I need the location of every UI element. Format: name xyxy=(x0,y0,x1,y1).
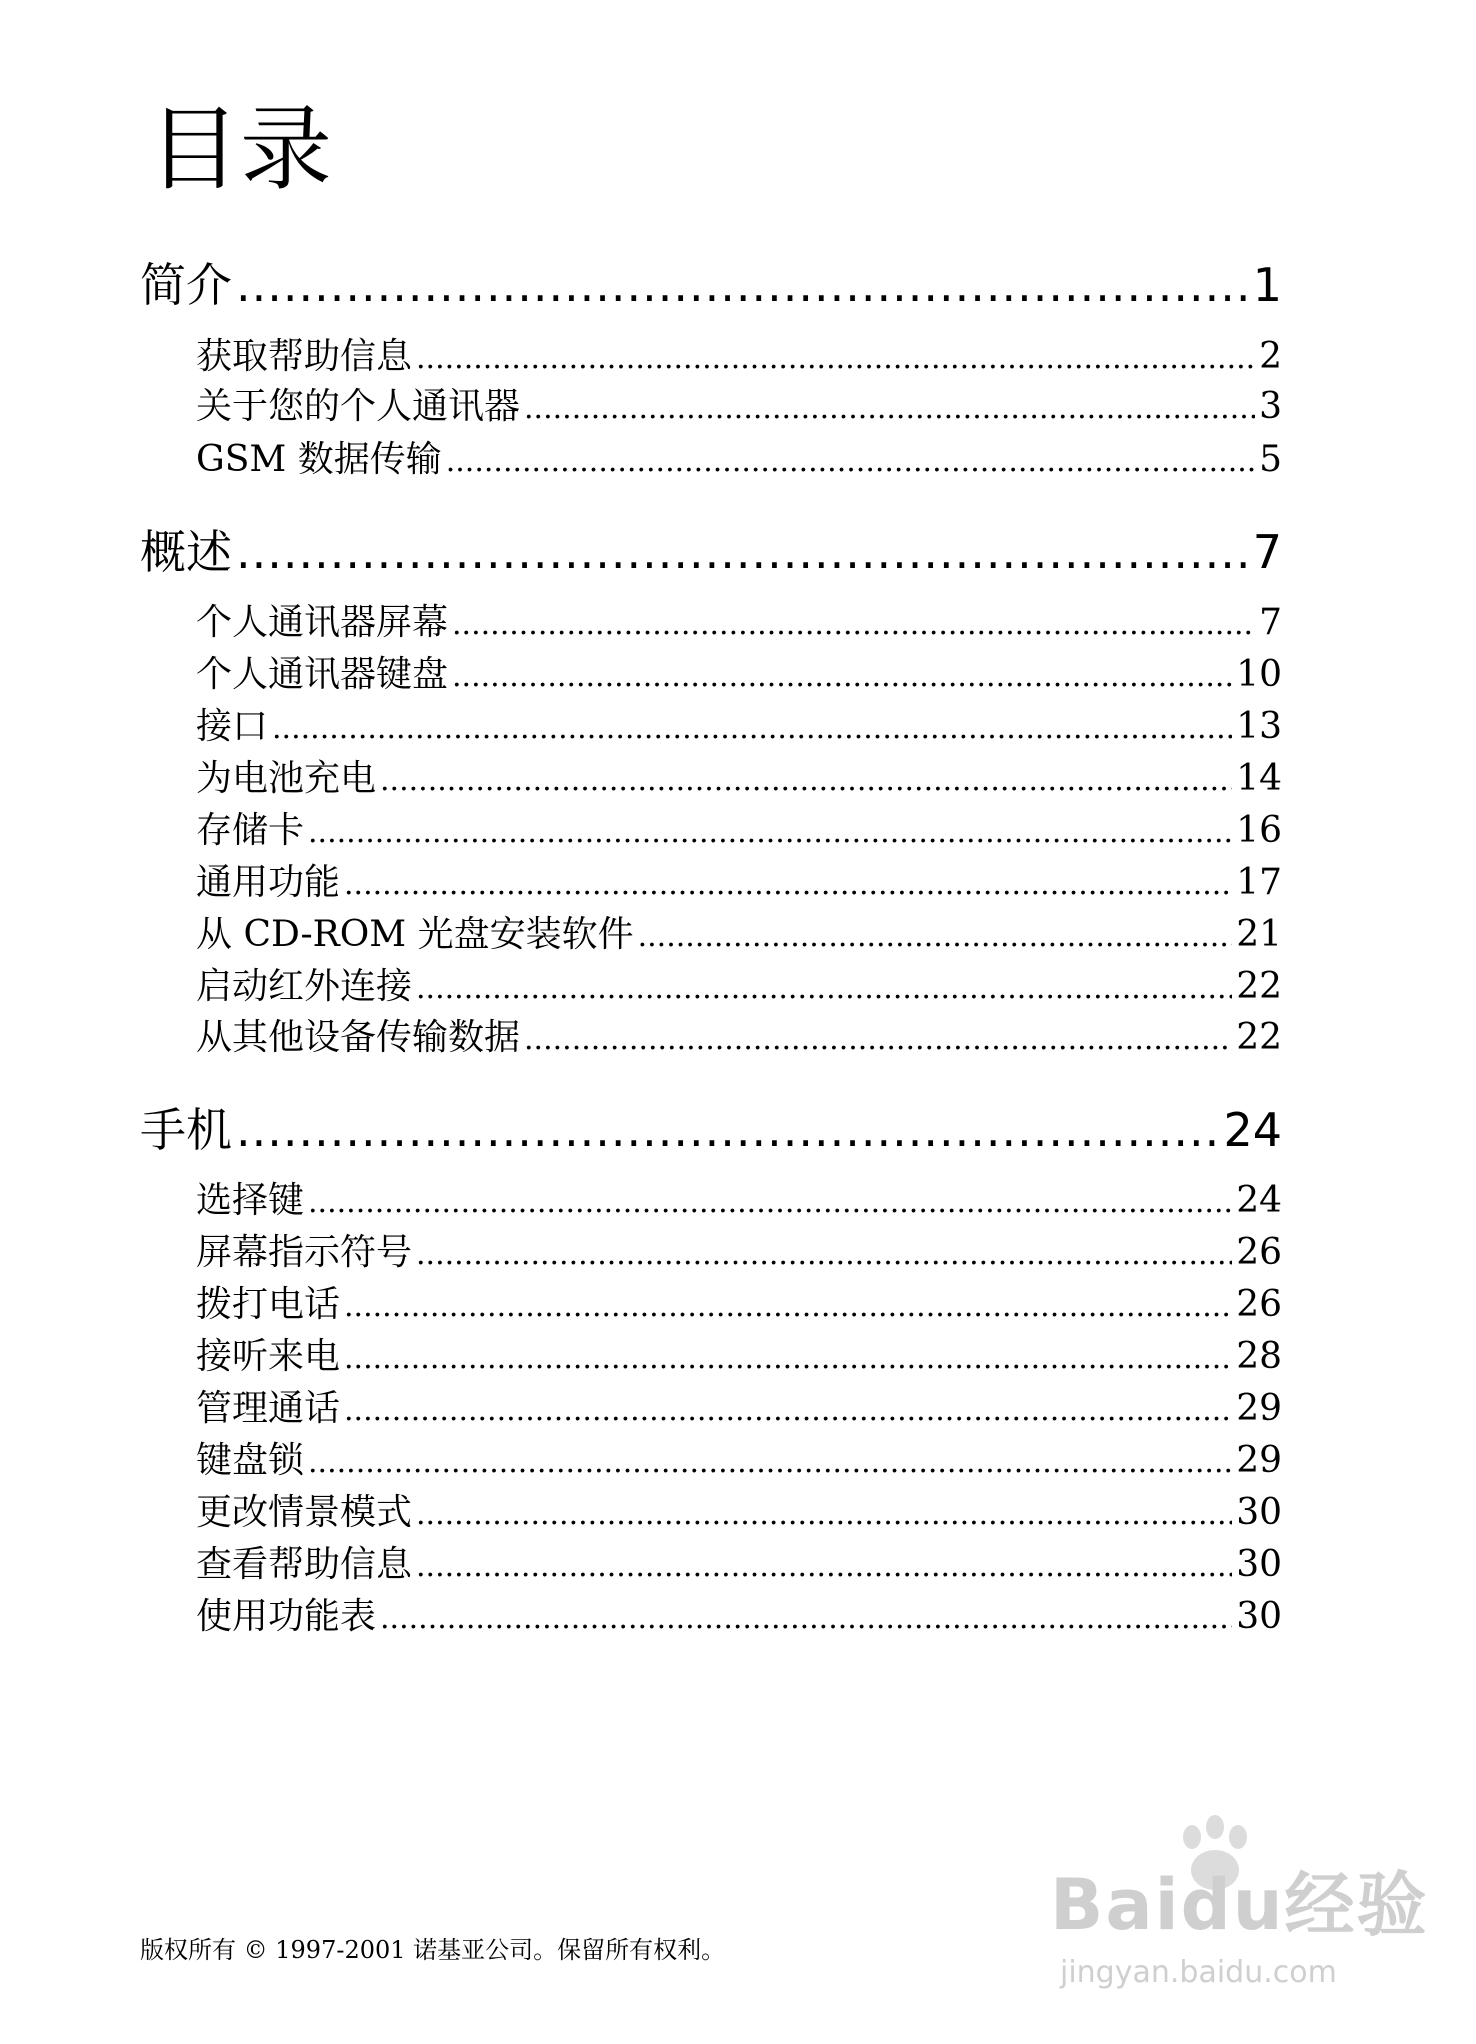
toc-page-number: 30 xyxy=(1236,1492,1282,1533)
toc-entry[interactable] xyxy=(196,652,1282,698)
dot-leader xyxy=(638,914,1233,960)
dot-leader xyxy=(452,602,1255,648)
toc-label: 更改情景模式 xyxy=(196,1492,413,1533)
toc-label: 获取帮助信息 xyxy=(196,336,413,377)
page-title: 目录 xyxy=(148,96,333,203)
toc-page-number: 21 xyxy=(1236,914,1282,955)
dot-leader xyxy=(272,706,1232,752)
toc-page-number: 7 xyxy=(1252,525,1282,579)
dot-leader xyxy=(344,1284,1232,1330)
dot-leader xyxy=(236,522,1249,582)
toc-page-number: 30 xyxy=(1236,1544,1282,1585)
dot-leader xyxy=(452,654,1232,700)
toc-page-number: 29 xyxy=(1236,1388,1282,1429)
toc-page-number: 2 xyxy=(1259,336,1282,377)
toc-label: 关于您的个人通讯器 xyxy=(196,386,521,427)
toc-page-number: 24 xyxy=(1223,1103,1282,1157)
dot-leader xyxy=(236,255,1249,315)
toc-page-number: 10 xyxy=(1236,654,1282,695)
toc-page-number: 13 xyxy=(1236,706,1282,747)
toc-label: GSM 数据传输 xyxy=(196,439,442,480)
toc-page-number: 30 xyxy=(1236,1596,1282,1637)
toc-label: 手机 xyxy=(140,1103,232,1157)
watermark-brand: Baidu经验 xyxy=(1050,1864,1429,1946)
dot-leader xyxy=(344,1388,1232,1434)
toc-label: 简介 xyxy=(140,258,232,312)
toc-section[interactable] xyxy=(140,522,1282,582)
toc-entry[interactable] xyxy=(196,334,1282,380)
toc-entry[interactable] xyxy=(196,1594,1282,1640)
dot-leader xyxy=(416,1232,1232,1278)
toc-label: 接口 xyxy=(196,706,269,747)
watermark-url: jingyan.baidu.com xyxy=(1060,1955,1337,1990)
toc-entry[interactable] xyxy=(196,1386,1282,1432)
dot-leader xyxy=(380,1596,1232,1642)
dot-leader xyxy=(308,810,1232,856)
toc-label: 从其他设备传输数据 xyxy=(196,1017,521,1058)
toc-section[interactable] xyxy=(140,255,1282,315)
toc-page-number: 28 xyxy=(1236,1336,1282,1377)
toc-label: 拨打电话 xyxy=(196,1284,341,1325)
toc-page-number: 26 xyxy=(1236,1284,1282,1325)
toc-entry[interactable] xyxy=(196,1282,1282,1328)
toc-page-number: 14 xyxy=(1236,758,1282,799)
toc-page-number: 5 xyxy=(1259,439,1282,480)
toc-label: 启动红外连接 xyxy=(196,966,413,1007)
toc-label: 管理通话 xyxy=(196,1388,341,1429)
dot-leader xyxy=(446,439,1255,485)
copyright-notice: 版权所有 © 1997-2001 诺基亚公司。保留所有权利。 xyxy=(140,1936,726,1964)
dot-leader xyxy=(236,1100,1219,1160)
toc-entry[interactable] xyxy=(196,1438,1282,1484)
toc-entry[interactable] xyxy=(196,1178,1282,1224)
dot-leader xyxy=(344,1336,1232,1382)
toc-page-number: 17 xyxy=(1236,862,1282,903)
toc-label: 选择键 xyxy=(196,1180,305,1221)
toc-page-number: 16 xyxy=(1236,810,1282,851)
toc-label: 存储卡 xyxy=(196,810,305,851)
toc-entry[interactable] xyxy=(196,1542,1282,1588)
toc-entry[interactable] xyxy=(196,704,1282,750)
dot-leader xyxy=(416,966,1232,1012)
toc-page-number: 7 xyxy=(1259,602,1282,643)
toc-entry[interactable] xyxy=(196,1230,1282,1276)
toc-section[interactable] xyxy=(140,1100,1282,1160)
toc-label: 从 CD-ROM 光盘安装软件 xyxy=(196,914,634,955)
toc-label: 为电池充电 xyxy=(196,758,377,799)
toc-entry[interactable] xyxy=(196,600,1282,646)
toc-label: 接听来电 xyxy=(196,1336,341,1377)
toc-entry[interactable] xyxy=(196,912,1282,958)
dot-leader xyxy=(308,1440,1232,1486)
toc-label: 键盘锁 xyxy=(196,1440,305,1481)
toc-label: 使用功能表 xyxy=(196,1596,377,1637)
toc-entry[interactable] xyxy=(196,1490,1282,1536)
toc-page-number: 22 xyxy=(1236,966,1282,1007)
toc-entry[interactable] xyxy=(196,808,1282,854)
dot-leader xyxy=(524,1017,1232,1063)
dot-leader xyxy=(416,336,1255,382)
toc-entry[interactable] xyxy=(196,756,1282,802)
dot-leader xyxy=(380,758,1232,804)
dot-leader xyxy=(344,862,1232,908)
dot-leader xyxy=(308,1180,1232,1226)
toc-page-number: 1 xyxy=(1252,258,1282,312)
toc-entry[interactable] xyxy=(196,384,1282,430)
dot-leader xyxy=(524,386,1255,432)
toc-entry[interactable] xyxy=(196,437,1282,483)
toc-label: 个人通讯器键盘 xyxy=(196,654,449,695)
baidu-watermark xyxy=(1050,1815,1429,2015)
toc-entry[interactable] xyxy=(196,964,1282,1010)
toc-entry[interactable] xyxy=(196,1334,1282,1380)
toc-page-number: 3 xyxy=(1259,386,1282,427)
toc-label: 屏幕指示符号 xyxy=(196,1232,413,1273)
toc-label: 个人通讯器屏幕 xyxy=(196,602,449,643)
dot-leader xyxy=(416,1544,1232,1590)
toc-entry[interactable] xyxy=(196,860,1282,906)
toc-page-number: 24 xyxy=(1236,1180,1282,1221)
toc-label: 通用功能 xyxy=(196,862,341,903)
toc-label: 概述 xyxy=(140,525,232,579)
toc-label: 查看帮助信息 xyxy=(196,1544,413,1585)
toc-entry[interactable] xyxy=(196,1015,1282,1061)
toc-page-number: 26 xyxy=(1236,1232,1282,1273)
toc-page-number: 22 xyxy=(1236,1017,1282,1058)
dot-leader xyxy=(416,1492,1232,1538)
toc-page-number: 29 xyxy=(1236,1440,1282,1481)
